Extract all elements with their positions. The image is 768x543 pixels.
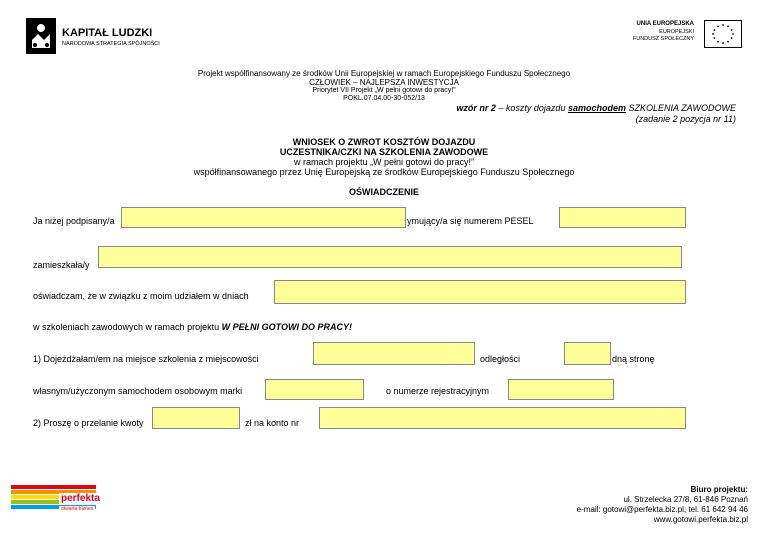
perfekta-name: perfekta [61,493,100,504]
declaration-heading: OŚWIADCZENIE [348,187,419,197]
kl-emblem-icon [26,18,56,54]
kl-logo-title: KAPITAŁ LUDZKI [62,27,153,39]
template-suffix: SZKOLENIA ZAWODOWE [625,103,736,113]
request-title-line4: współfinansowanego przez Unię Europejską ze środków Europejskiego Funduszu Społecznego [193,167,575,177]
account-field[interactable] [319,407,686,429]
signed-label: Ja niżej podpisany/a [33,216,115,226]
pesel-label: ymujący/a się numerem PESEL [407,216,534,226]
eu-flag-icon [704,20,742,48]
direction-label: dną stronę [612,354,655,364]
plate-field[interactable] [508,379,614,400]
transfer-label: 2) Proszę o przelanie kwoty [33,418,144,428]
training-line [33,322,352,333]
request-title-line2: UCZESTNIKA/CZKI NA SZKOLENIA ZAWODOWE [279,147,489,157]
name-field[interactable] [121,207,406,228]
perfekta-logo [11,485,100,519]
plate-label: o numerze rejestracyjnym [386,386,490,396]
address-field[interactable] [98,246,682,268]
cofinanced-text: Projekt współfinansowany ze środków Unii Europejskiej w ramach Europejskiego Funduszu Społecznego [197,69,571,78]
motto-text: CZŁOWIEK – NAJLEPSZA INWESTYCJA [309,78,459,87]
dates-field[interactable] [274,280,686,304]
distance-label: odległości [480,354,521,364]
office-address: ul. Strzelecka 27/8, 61-846 Poznań [623,495,748,504]
pesel-field[interactable] [559,207,686,228]
request-title-line3: w ramach projektu „W pełni gotowi do pracy!” [293,157,475,167]
perfekta-stripe-red [11,485,96,489]
template-ref [456,103,736,114]
amount-field[interactable] [152,407,240,429]
eu-logo [612,18,742,50]
template-prefix: wzór nr 2 [456,103,496,113]
kl-logo [26,18,166,54]
eu-logo-line1: UNIA EUROPEJSKA [636,21,694,27]
car-make-field[interactable] [265,379,364,400]
template-dash: – koszty dojazdu [495,103,568,113]
request-title-line1: WNIOSEK O ZWROT KOSZTÓW DOJAZDU [292,137,476,147]
code-text: POKL.07.04.00-30-052/13 [343,95,425,102]
office-contact: e-mail: gotowi@perfekta.biz.pl; tel. 61 642 94 46 [576,505,748,514]
eu-logo-line2: EUROPEJSKI [659,29,694,35]
priority-text: Priorytet VII Projekt „W pełni gotowi do pracy!” [312,87,456,94]
template-task: (zadanie 2 pozycja nr 11) [635,114,736,124]
kl-logo-subtitle: NARODOWA STRATEGIA SPÓJNOŚCI [62,41,160,47]
origin-field[interactable] [313,342,475,365]
office-website[interactable]: www.gotowi.perfekta.biz.pl [653,515,748,524]
template-vehicle: samochodem [567,103,626,113]
distance-field[interactable] [564,342,611,365]
car-label: własnym/użyczonym samochodem osobowym marki [33,386,243,396]
declare-label: oświadczam, że w związku z moim udziałem w dniach [33,291,249,301]
eu-logo-line3: FUNDUSZ SPOŁECZNY [632,36,694,42]
account-label: zł na konto nr [245,418,300,428]
commute-label: 1) Dojeżdżałam/em na miejsce szkolenia z miejscowości [33,354,259,364]
project-name: W PEŁNI GOTOWI DO PRACY! [221,322,352,332]
residing-label: zamieszkała/y [33,260,90,270]
training-label: w szkoleniach zawodowych w ramach projektu [33,322,220,332]
office-title: Biuro projektu: [690,485,748,494]
perfekta-tagline: otwarta biznes [61,506,94,512]
